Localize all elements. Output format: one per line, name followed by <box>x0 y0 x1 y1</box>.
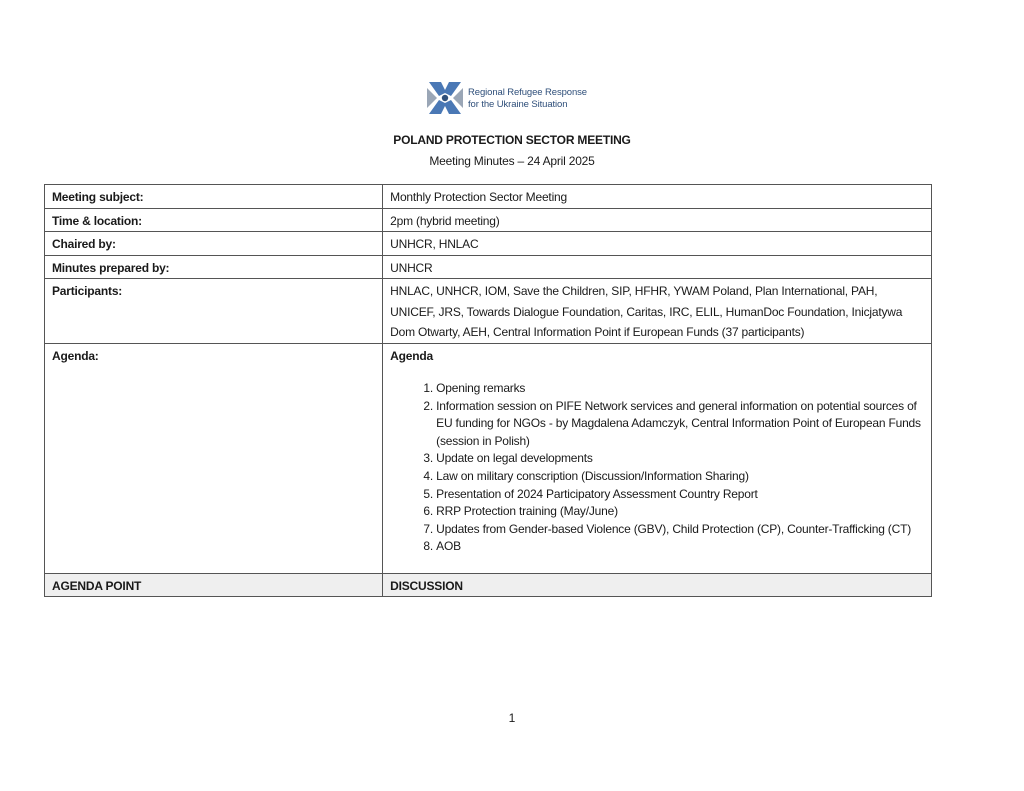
row-label: Chaired by: <box>45 232 383 256</box>
logo-text <box>468 87 587 111</box>
logo-line-2: for the Ukraine Situation <box>468 99 568 110</box>
document-subtitle: Meeting Minutes – 24 April 2025 <box>429 154 595 168</box>
table-row <box>45 279 932 344</box>
agenda-list <box>390 380 924 556</box>
table-row <box>45 185 932 209</box>
document-title: POLAND PROTECTION SECTOR MEETING <box>393 133 631 147</box>
agenda-item: 5. Presentation of 2024 Participatory Assessment Country Report <box>436 486 924 504</box>
row-value: UNHCR, HNLAC <box>383 232 932 256</box>
agenda-item: 7. Updates from Gender-based Violence (GBV), Child Protection (CP), Counter-Trafficking (CT) <box>436 521 924 539</box>
agenda-item: 2. Information session on PIFE Network services and general information on potential sources of EU funding for NGOs - by Magdalena Adamczyk, Central Information Point of European Funds (session in Polish) <box>436 398 924 451</box>
agenda-point-header: AGENDA POINT <box>45 573 383 597</box>
agenda-row <box>45 343 932 573</box>
logo-line-1: Regional Refugee Response <box>468 87 587 98</box>
agenda-item: 4. Law on military conscription (Discussion/Information Sharing) <box>436 468 924 486</box>
row-value: UNHCR <box>383 255 932 279</box>
row-value: HNLAC, UNHCR, IOM, Save the Children, SIP, HFHR, YWAM Poland, Plan International, PAH, UNICEF, JRS, Towards Dialogue Foundation, Caritas, IRC, ELIL, HumanDoc Foundation, Inicjatywa Dom Otwarty, AEH, Central Information Point if European Funds (37 participants) <box>383 279 932 344</box>
row-label: Time & location: <box>45 208 383 232</box>
table-row <box>45 255 932 279</box>
agenda-heading: Agenda <box>390 348 433 363</box>
table-row <box>45 232 932 256</box>
agenda-item: 8. AOB <box>436 538 924 556</box>
row-label: Meeting subject: <box>45 185 383 209</box>
row-label: Minutes prepared by: <box>45 255 383 279</box>
table-row <box>45 208 932 232</box>
row-label: Participants: <box>45 279 383 344</box>
rrp-logo-icon <box>425 78 465 118</box>
agenda-label: Agenda: <box>45 343 383 573</box>
row-value: 2pm (hybrid meeting) <box>383 208 932 232</box>
agenda-item: 3. Update on legal developments <box>436 450 924 468</box>
minutes-table <box>44 184 932 597</box>
page-number: 1 <box>508 711 516 725</box>
row-value: Monthly Protection Sector Meeting <box>383 185 932 209</box>
discussion-header-row <box>45 573 932 597</box>
agenda-item: 6. RRP Protection training (May/June) <box>436 503 924 521</box>
logo <box>425 78 605 120</box>
agenda-item: 1. Opening remarks <box>436 380 924 398</box>
agenda-cell <box>383 343 932 573</box>
discussion-header: DISCUSSION <box>383 573 932 597</box>
